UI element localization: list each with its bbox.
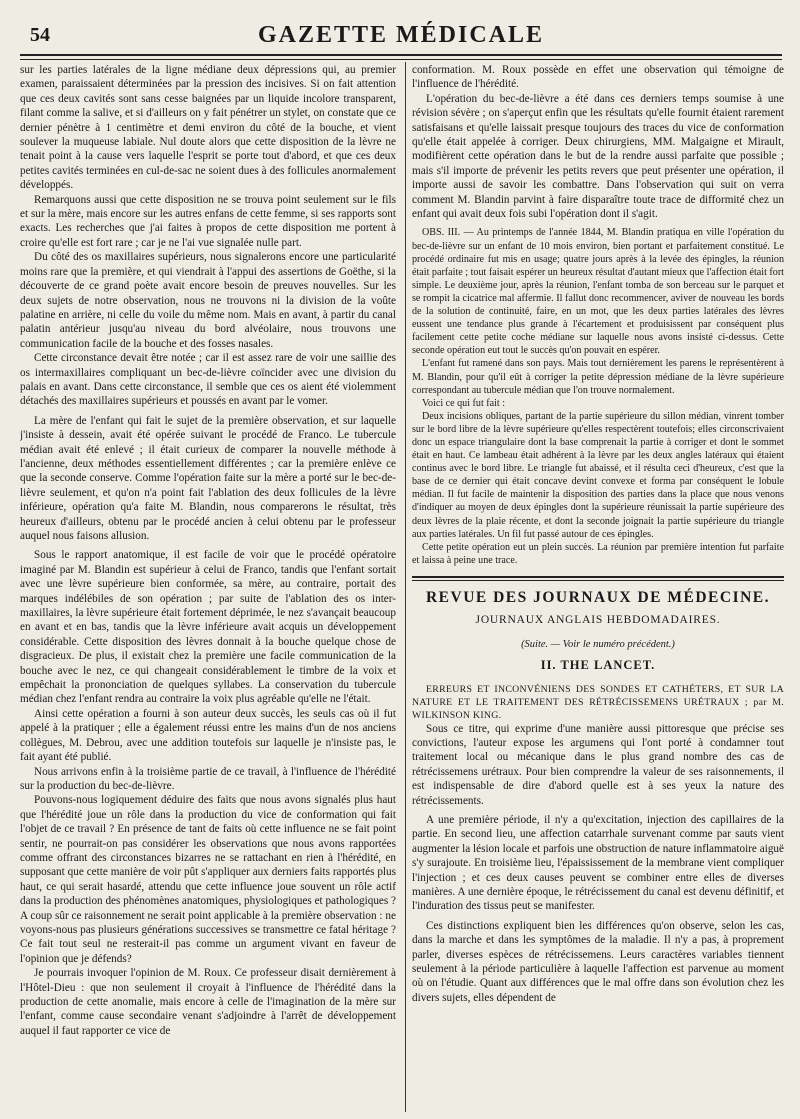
paragraph: conformation. M. Roux possède en effet une observation qui témoigne de l'influence de l'hérédité. <box>412 64 784 91</box>
article-title: ERREURS ET INCONVÉNIENS DES SONDES ET CATHÉTERS, ET SUR LA NATURE ET LE TRAITEMENT DES RÉTRÉCISSEMENS URÉTRAUX ; par M. WILKINSON KING. <box>412 683 784 721</box>
page-number: 54 <box>30 24 50 46</box>
section-separator <box>412 576 784 581</box>
observation-paragraph: Deux incisions obliques, partant de la partie supérieure du sillon médian, vinrent tomber sur le bord libre de la lèvre supérieure qu'elles respectèrent toutefois; elles circonscrivaient donc un espace triangulaire dont la base comprenait la partie à corriger et dont le sommet était en haut. Ce lambeau était adhérent à la lèvre par les deux angles latéraux qui étaient continus avec le bord libre. Le triangle fut abaissé, et il résulta ceci d'heureux, c'est que la base de ce dernier qui était concave devint convexe et forma par conséquent le lobule médian. Il fut facile de maintenir la disposition des parties dans la place que nous venons d'indiquer au moyen de deux épingles dont la supérieure réunissait la partie supérieure des deux lèvres de la plaie récente, et dont la seconde joignait la partie supérieure du triangle aux parties latérales. Un fil fut passé autour de ces épingles. <box>412 410 784 540</box>
paragraph: Du côté des os maxillaires supérieurs, nous signalerons encore une particularité moins rare que la première, et qui viendrait à l'appui des assertions de Goëthe, si la découverte de ce grand poète avait encore besoin de preuves nouvelles. Sur les deux sujets de notre observation, nous ne trouvons ni la division de la voûte palatine en arrière, ni celle du voile du même nom. Mais en avant, à partir du canal palatin antérieur jusqu'au niveau du bord alvéolaire, nous trouvons une communication facile de la bouche et des fosses nasales. <box>20 251 396 350</box>
review-continuation-note: (Suite. — Voir le numéro précédent.) <box>521 638 675 650</box>
observation-paragraph: L'enfant fut ramené dans son pays. Mais tout dernièrement les parens le représentèrent à M. Blandin, pour qu'il eût à corriger la petite dépression médiane de la lèvre supérieure correspondant au tubercule médian que l'on trouve normalement. <box>412 358 784 396</box>
page-header <box>18 22 784 48</box>
paragraph: Sous ce titre, qui exprime d'une manière aussi pittoresque que précise ses convictions, l'auteur expose les argumens qui l'ont porté à condamner tout traitement local ou mécanique dans le plus grand nombre des cas de rétrécissemens urétraux. Pour bien comprendre la valeur de ses raisonnements, il est indispensable de dire d'abord quelle est à ses yeux la nature des rétrécissements. <box>412 722 784 807</box>
observation-block <box>412 226 784 566</box>
paragraph: Cette circonstance devait être notée ; car il est assez rare de voir une saillie des os intermaxillaires compliquant un bec-de-lièvre coïncider avec une division du palais en avant. Dans cette circonstance, il semble que ces os aient été violemment détachés des maxillaires supérieurs et poussés en avant par le vomer. <box>20 352 396 408</box>
observation-paragraph: OBS. III. — Au printemps de l'année 1844, M. Blandin pratiqua en ville l'opération du bec-de-lièvre sur un enfant de 10 mois environ, bien portant et parfaitement constitué. Le procédé ordinaire fut mis en usage; quatre jours après à la levée des épingles, la réunion était parfaite ; tout faisait espérer un heureux résultat d'autant mieux que l'affection était fort simple. Le deuxième jour, après la réunion, l'enfant tomba de son berceau sur le parquet et se rompit la cicatrice mal affermie. Il fallut donc recommencer, aviver de nouveau les bords de la solution de continuité, faire, en un mot, que les deux parties latérales des lèvres eussent une tendance plus grande à l'écartement et produisissent par conséquent plus facilement cette petite coche médiane sur laquelle nous avons insisté ci-dessus. Cette seconde opération eut tout le succès qu'on pouvait en espérer. <box>412 227 784 357</box>
paragraph: Pouvons-nous logiquement déduire des faits que nous avons signalés plus haut que l'hérédité joue un rôle dans la production du vice de conformation qui fait l'objet de ce travail ? En présence de tant de faits où cette influence ne se fait point sentir, ne pourrait-on pas considérer les observations que nous avons rapportées comme offrant des circonstances bizarres ne se rattachant en rien à l'hérédité, en supposant que cette manière de voir pût s'appliquer aux derniers faits rapportés plus haut, ce qui serait hasardé, attendu que cette influence joue souvent un rôle actif dans la production des phénomènes anatomiques, physiologiques et pathologiques ? A coup sûr ce raisonnement ne serait point applicable à la première observation : ne voyons-nous pas plusieurs générations successives se transmettre ce fatal héritage ? Ce fait tout seul ne resterait-il pas comme un argument vivant en faveur de l'opinion que je défends? <box>20 794 396 965</box>
paragraph: L'opération du bec-de-lièvre a été dans ces derniers temps soumise à une révision sévère ; on s'aperçut enfin que les résultats qu'elle fournit étaient rarement satisfaisans et qu'elle laissait presque toujours des traces du vice de conformation qu'elle était appelée à corriger. Deux chirurgiens, MM. Malgaigne et Mirault, modifièrent cette opération dans le but de la rendre aussi parfaite que possible ; mais s'il importe de prévenir les petits revers que peut présenter une opération, il importe aussi de savoir les combattre. Dans l'observation qui suit on verra comment M. Blandin parvint à faire disparaître toute trace de difformité chez un enfant qui avait deux fois subi l'opération dont il s'agit. <box>412 92 784 221</box>
paragraph: sur les parties latérales de la ligne médiane deux dépressions qui, au premier examen, paraissaient déterminées par la pression des incisives. Si on fait attention que ces deux cavités sont sans cesse baignées par un liquide incolore transparent, filant comme la salive, et si d'ailleurs on y fait pénétrer un stylet, on constate que ce dernier pénètre à 1 centimètre et demi environ du côté de la bouche, et vient soulever la muqueuse labiale. Nul doute alors que cette disposition de la lèvre ne tenait point à la cause vers laquelle l'esprit se porte tout d'abord, et que ces deux petites cavités terminées en cul-de-sac ne soient dues à des follicules anormalement développés. <box>20 64 396 192</box>
review-subtitle: JOURNAUX ANGLAIS HEBDOMADAIRES. <box>475 614 721 627</box>
left-column <box>20 63 396 1113</box>
review-section-heading: II. THE LANCET. <box>540 658 656 673</box>
paragraph: Nous arrivons enfin à la troisième partie de ce travail, à l'influence de l'hérédité sur la production du bec-de-lièvre. <box>20 765 396 792</box>
right-column <box>412 63 784 1113</box>
journal-title: GAZETTE MÉDICALE <box>257 22 545 48</box>
paragraph: Remarquons aussi que cette disposition ne se trouva point seulement sur le fils et sur la mère, mais encore sur les autres enfans de cette femme, si ses rapports sont exacts. Les recherches que j'ai faites à propos de cette disposition me portent à croire qu'elle est fort rare ; car je ne l'ai vue signalée nulle part. <box>20 193 396 249</box>
column-divider <box>405 62 406 1112</box>
header-rule-thick <box>20 54 782 56</box>
paragraph: Sous le rapport anatomique, il est facile de voir que le procédé opératoire imaginé par M. Blandin est supérieur à celui de Franco, tandis que l'enfant sortait avec une lèvre supérieure bien conformée, sa mère, au contraire, portait des marques indélébiles de son opération ; par suite de l'ablation des os inter-maxillaires, la lèvre supérieure était fortement déprimée, le nez s'avançait beaucoup en avant et en bas, tandis que la lèvre inférieure avait acquis un développement considérable. Cette disposition des lèvres donnait à la bouche quelque chose de disgracieux. De plus, il existait chez la première une facile communication de la bouche avec le nez, ce qui changeait considérablement le timbre de la voix et empêchait la prononciation de quelques syllabes. La conservation du tubercule médian chez l'enfant rendra au contraire la voix plus agréable qu'elle ne l'était. <box>20 549 396 706</box>
paragraph: La mère de l'enfant qui fait le sujet de la première observation, et sur laquelle j'insiste à dessein, avait été opérée suivant le procédé de Franco. Le tubercule médian avait été enlevé ; il était curieux de comparer la nouvelle méthode à l'ancienne, deux méthodes essentiellement différentes ; car la première enlève ce que la seconde conserve. Comme l'opération faite sur la mère a porté sur le bec-de-lièvre seulement, et qu'on n'a point fait l'ablation des deux follicules de la lèvre inférieure, opération qu'a faite M. Blandin, nous comparerons le résultat, très heureux d'ailleurs, obtenu par le procédé ancien à celui obtenu par le professeur auquel nous faisons allusion. <box>20 414 396 542</box>
paragraph: Je pourrais invoquer l'opinion de M. Roux. Ce professeur disait dernièrement à l'Hôtel-Dieu : que non seulement il croyait à l'influence de l'hérédité dans la production de cette anomalie, mais encore à celle de l'imagination de la mère sur l'enfant, comme cause secondaire venant s'adjoindre à l'arrêt de développement auquel il faut rapporter ce vice de <box>20 967 396 1037</box>
paragraph: Ainsi cette opération a fourni à son auteur deux succès, les seuls cas où il fut appelé à la pratiquer ; elle a également réussi entre les mains d'un de nos anciens collègues, M. Debrou, avec une addition toutefois sur laquelle je n'insiste pas, le fait ayant été publié. <box>20 707 396 764</box>
observation-paragraph: Voici ce qui fut fait : <box>422 397 506 409</box>
observation-paragraph: Cette petite opération eut un plein succès. La réunion par première intention fut parfaite et laissa à peine une trace. <box>412 541 784 566</box>
paragraph: A une première période, il n'y a qu'excitation, injection des capillaires de la partie. En second lieu, une affection catarrhale survenant comme par sauts vient augmenter la lésion locale et parfois une obstruction de nature inflammatoire aiguë s'y surajoute. En troisième lieu, l'épaississement de la membrane vient compliquer l'injection ; et ces deux causes peuvent se combiner entre elles de diverses manières. A une dernière époque, le rétrécissement du canal est devenu définitif, et l'induration des tissus peut se manifester. <box>412 813 784 913</box>
paragraph: Ces distinctions expliquent bien les différences qu'on observe, selon les cas, dans la marche et dans les symptômes de la maladie. Il n'y a pas, à proprement parler, diverses espèces de rétrécissemens. Leurs caractères variables tiennent seulement à la période particulière à laquelle l'affection est parvenue au moment où on l'étudie. Quant aux différences que le mal offre dans son évolution chez les divers sujets, elles dépendent de <box>412 919 784 1004</box>
header-rule-thin <box>20 59 782 60</box>
review-title: REVUE DES JOURNAUX DE MÉDECINE. <box>425 588 771 606</box>
